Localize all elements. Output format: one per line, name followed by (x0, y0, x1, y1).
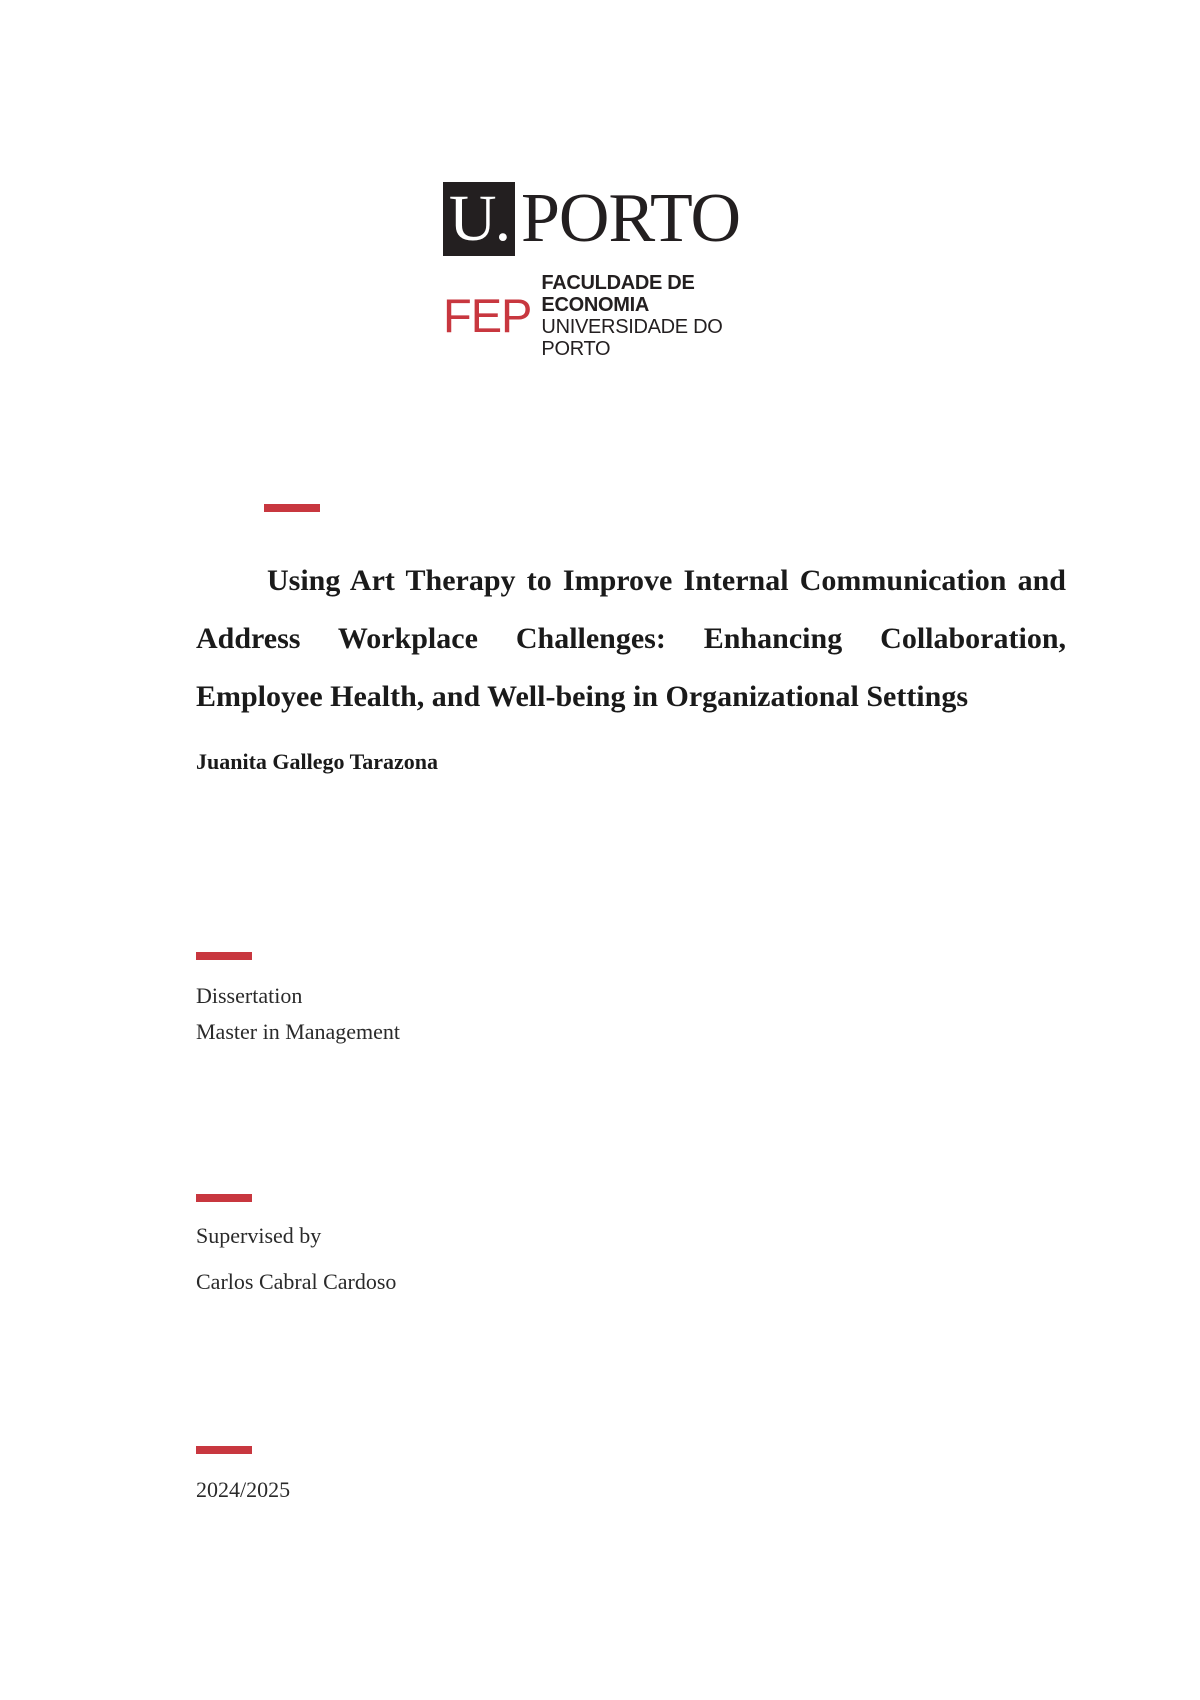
logo-faculty-line-2: UNIVERSIDADE DO PORTO (541, 316, 723, 360)
u-porto-fep-logo (443, 180, 788, 360)
u-porto-wordmark (443, 182, 740, 256)
logo-fep-text: FEP (443, 289, 532, 342)
degree-accent-bar (196, 952, 252, 960)
logo-faculty-line-1: FACULDADE DE ECONOMIA (541, 272, 695, 316)
title-accent-bar (264, 504, 320, 512)
author-name: Juanita Gallego Tarazona (196, 749, 439, 774)
dissertation-title: Using Art Therapy to Improve Internal Communication and Address Workplace Challenges: Enhancing Collaboration, Employee Health, and Well-being in Organizational Settings (196, 564, 1066, 713)
degree-program: Master in Management (196, 1019, 401, 1044)
logo-u-box: U. (443, 182, 515, 256)
supervisor-name: Carlos Cabral Cardoso (196, 1269, 397, 1294)
year-accent-bar (196, 1446, 252, 1454)
fep-wordmark (443, 272, 788, 360)
academic-year: 2024/2025 (196, 1477, 291, 1502)
logo-faculty-name (541, 272, 788, 360)
degree-type: Dissertation (196, 983, 303, 1008)
supervision-accent-bar (196, 1194, 252, 1202)
supervised-by-label: Supervised by (196, 1223, 322, 1248)
logo-porto-text: PORTO (521, 180, 741, 257)
